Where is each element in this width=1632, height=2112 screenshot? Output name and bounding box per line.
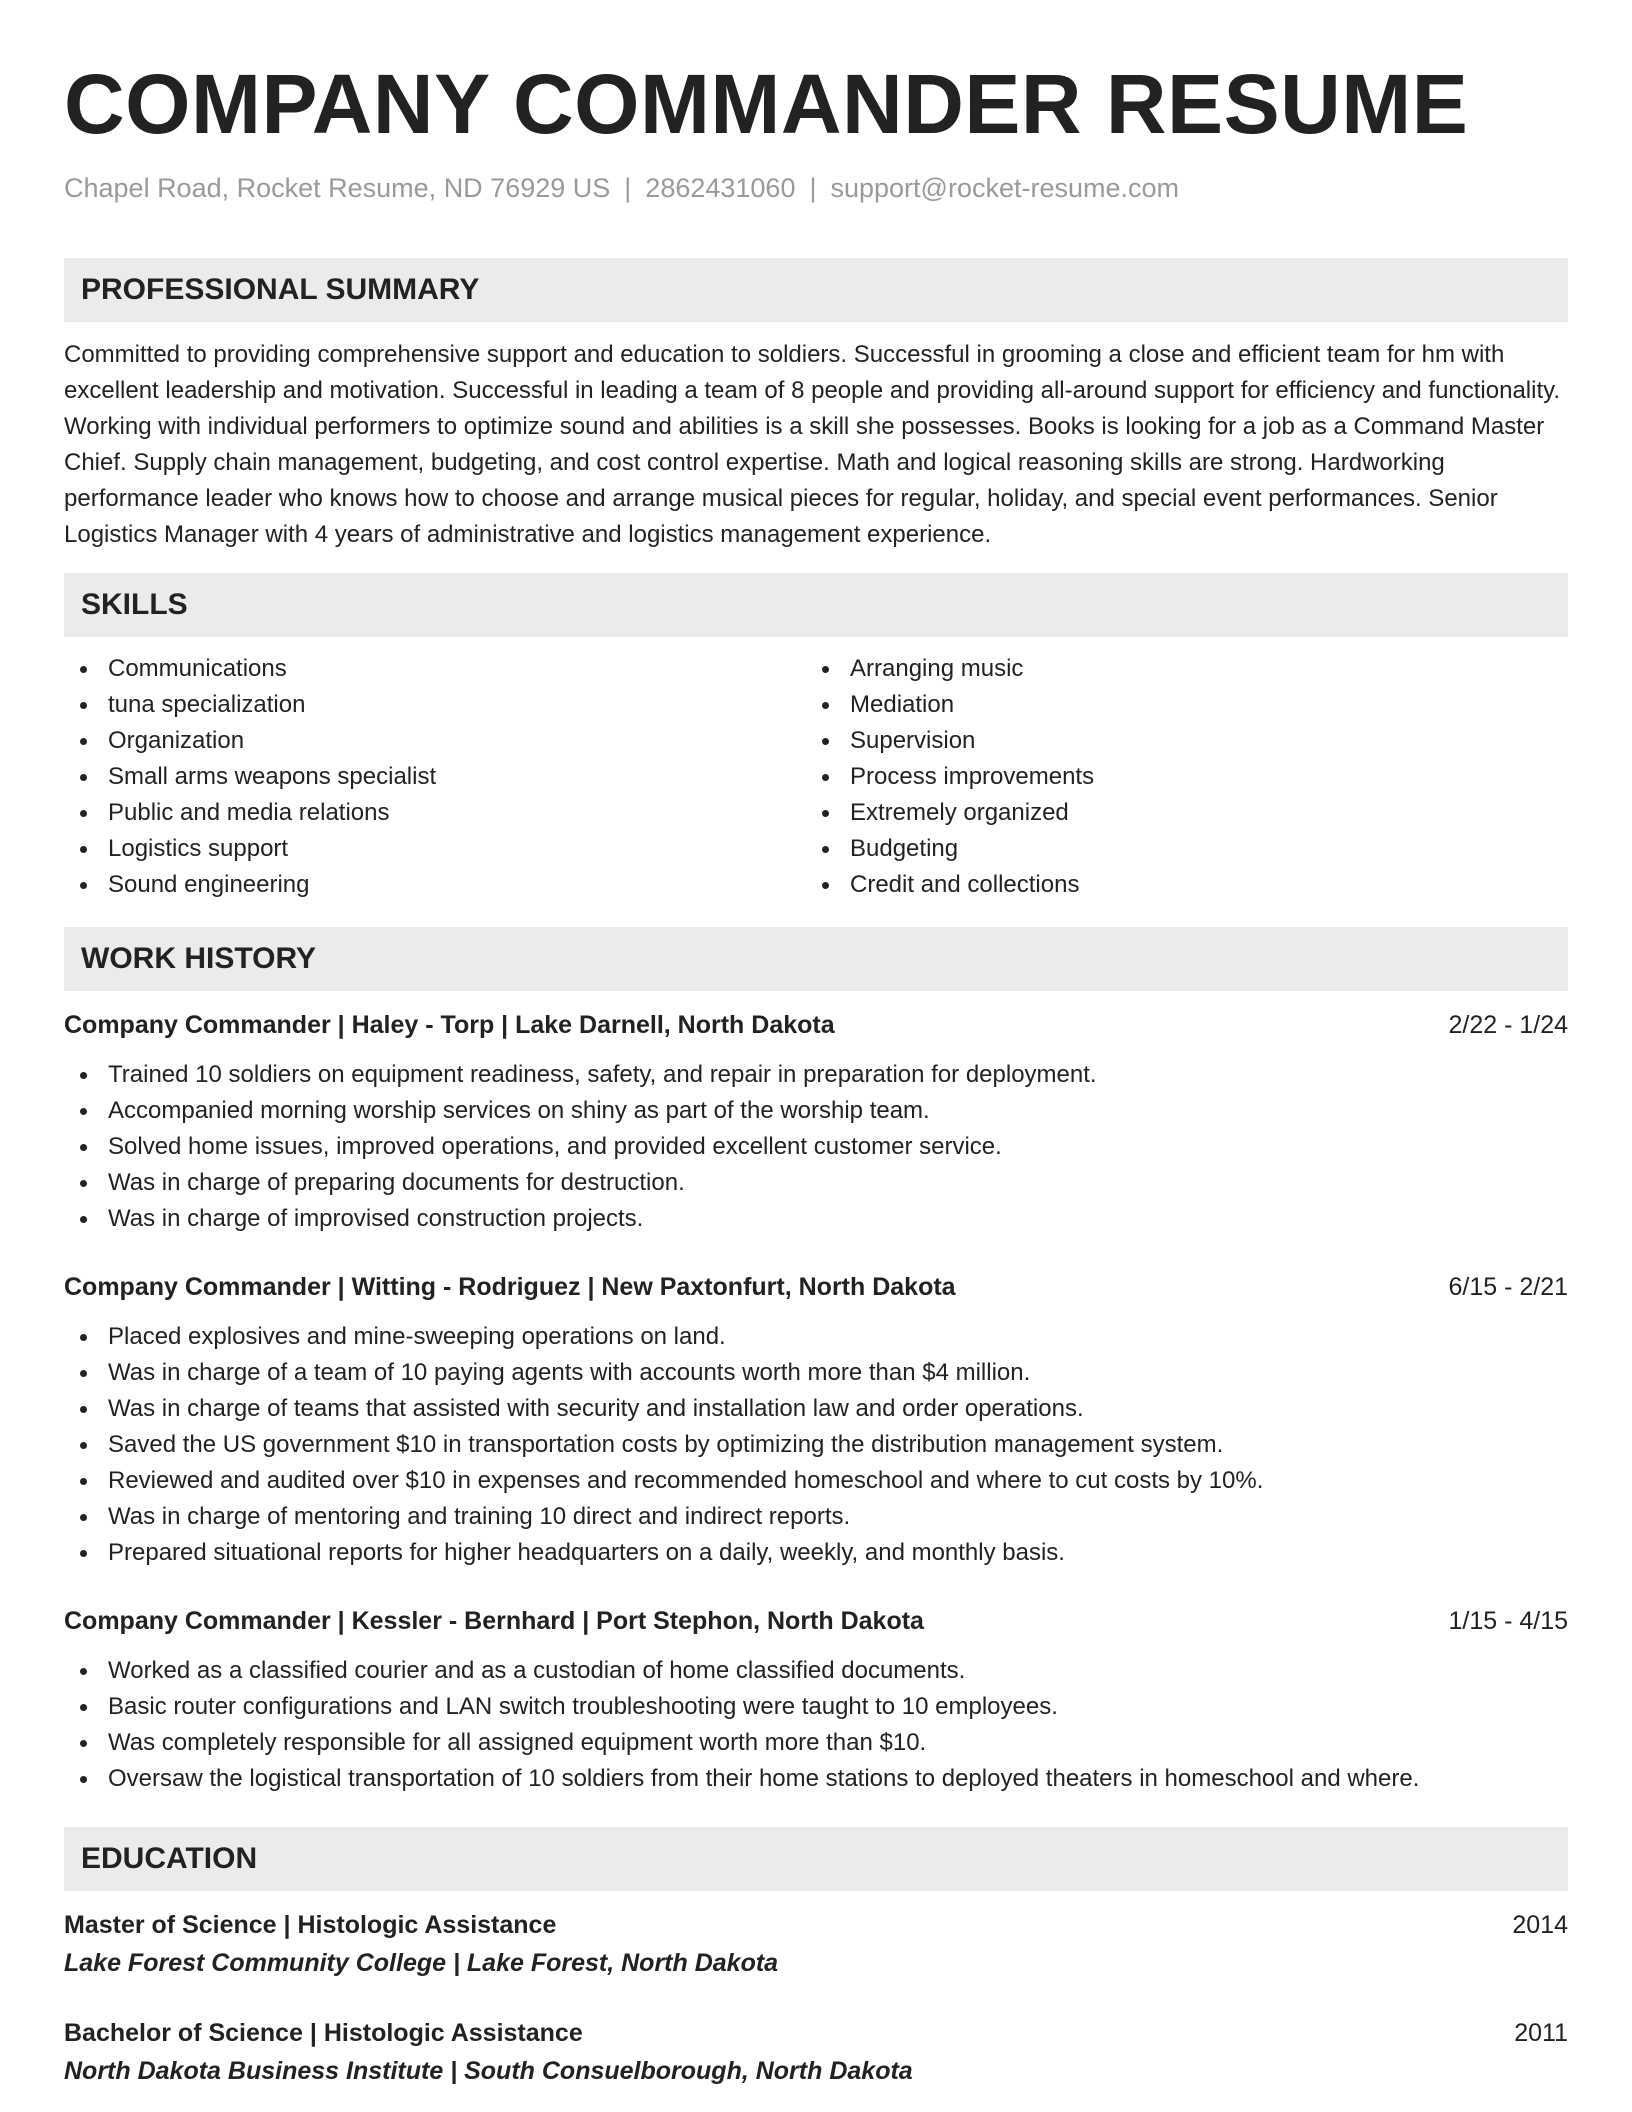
job-dates: 2/22 - 1/24 bbox=[1448, 1011, 1568, 1039]
job-header bbox=[64, 1007, 1568, 1043]
job-bullet: Trained 10 soldiers on equipment readiness, safety, and repair in preparation for deployment. bbox=[64, 1057, 1568, 1093]
work-heading-text: WORK HISTORY bbox=[81, 942, 317, 975]
education-degree: Bachelor of Science | Histologic Assistance bbox=[64, 2019, 583, 2047]
skills-column-right bbox=[806, 651, 1548, 903]
education-entry bbox=[64, 1907, 1568, 1981]
job-bullet: Accompanied morning worship services on shiny as part of the worship team. bbox=[64, 1093, 1568, 1129]
resume-title: COMPANY COMMANDER RESUME bbox=[64, 57, 1469, 151]
skills-column-left bbox=[64, 651, 806, 903]
job-bullet: Saved the US government $10 in transportation costs by optimizing the distribution management system. bbox=[64, 1427, 1568, 1463]
job-bullet: Oversaw the logistical transportation of 10 soldiers from their home stations to deployed theaters in homeschool and where. bbox=[64, 1761, 1568, 1797]
skill-item: Budgeting bbox=[806, 831, 1548, 867]
job-bullet: Prepared situational reports for higher headquarters on a daily, weekly, and monthly basis. bbox=[64, 1535, 1568, 1571]
job-title: Company Commander | Witting - Rodriguez | New Paxtonfurt, North Dakota bbox=[64, 1273, 956, 1301]
skill-item: Small arms weapons specialist bbox=[64, 759, 806, 795]
job-entry bbox=[64, 1269, 1568, 1571]
job-title: Company Commander | Haley - Torp | Lake Darnell, North Dakota bbox=[64, 1011, 835, 1039]
education-heading-text: EDUCATION bbox=[81, 1842, 258, 1875]
skill-item: Organization bbox=[64, 723, 806, 759]
job-bullet: Placed explosives and mine-sweeping operations on land. bbox=[64, 1319, 1568, 1355]
job-title: Company Commander | Kessler - Bernhard | Port Stephon, North Dakota bbox=[64, 1607, 924, 1635]
education-school: North Dakota Business Institute | South Consuelborough, North Dakota bbox=[64, 2057, 913, 2085]
skill-item: Supervision bbox=[806, 723, 1548, 759]
contact-separator: | bbox=[809, 173, 817, 203]
summary-heading bbox=[64, 258, 1568, 322]
skill-item: Public and media relations bbox=[64, 795, 806, 831]
contact-line bbox=[64, 170, 1568, 206]
skill-item: Logistics support bbox=[64, 831, 806, 867]
skill-item: Communications bbox=[64, 651, 806, 687]
job-entry bbox=[64, 1603, 1568, 1797]
skill-item: Process improvements bbox=[806, 759, 1548, 795]
job-bullet: Was in charge of mentoring and training 10 direct and indirect reports. bbox=[64, 1499, 1568, 1535]
education-heading bbox=[64, 1827, 1568, 1891]
job-header bbox=[64, 1269, 1568, 1305]
job-bullet: Was in charge of improvised construction projects. bbox=[64, 1201, 1568, 1237]
job-bullet: Was completely responsible for all assigned equipment worth more than $10. bbox=[64, 1725, 1568, 1761]
education-year: 2011 bbox=[1514, 2019, 1568, 2047]
contact-separator: | bbox=[624, 173, 632, 203]
contact-address: Chapel Road, Rocket Resume, ND 76929 US bbox=[64, 173, 611, 203]
job-bullet: Solved home issues, improved operations, and provided excellent customer service. bbox=[64, 1129, 1568, 1165]
job-bullet: Was in charge of preparing documents for destruction. bbox=[64, 1165, 1568, 1201]
summary-text: Committed to providing comprehensive support and education to soldiers. Successful in grooming a close and efficient team for hm with excellent leadership and motivation. Successful in leading a team of 8 people and providing all-around support for efficiency and functionality. Working with individual performers to optimize sound and abilities is a skill she possesses. Books is looking for a job as a Command Master Chief. Supply chain management, budgeting, and cost control expertise. Math and logical reasoning skills are strong. Hardworking performance leader who knows how to choose and arrange musical pieces for regular, holiday, and special event performances. Senior Logistics Manager with 4 years of administrative and logistics management experience. bbox=[64, 341, 1561, 548]
contact-email[interactable]: support@rocket-resume.com bbox=[830, 173, 1180, 203]
job-bullet: Worked as a classified courier and as a custodian of home classified documents. bbox=[64, 1653, 1568, 1689]
job-bullets bbox=[64, 1319, 1568, 1571]
job-bullet: Reviewed and audited over $10 in expenses and recommended homeschool and where to cut costs by 10%. bbox=[64, 1463, 1568, 1499]
education-school: Lake Forest Community College | Lake Forest, North Dakota bbox=[64, 1949, 779, 1977]
skill-item: tuna specialization bbox=[64, 687, 806, 723]
education-entry bbox=[64, 2015, 1568, 2089]
education-degree: Master of Science | Histologic Assistance bbox=[64, 1911, 557, 1939]
job-bullet: Was in charge of teams that assisted with security and installation law and order operations. bbox=[64, 1391, 1568, 1427]
job-header bbox=[64, 1603, 1568, 1639]
skill-item: Mediation bbox=[806, 687, 1548, 723]
skill-item: Sound engineering bbox=[64, 867, 806, 903]
job-bullet: Basic router configurations and LAN switch troubleshooting were taught to 10 employees. bbox=[64, 1689, 1568, 1725]
skill-item: Credit and collections bbox=[806, 867, 1548, 903]
skills-heading-text: SKILLS bbox=[81, 588, 188, 621]
job-dates: 6/15 - 2/21 bbox=[1448, 1273, 1568, 1301]
skill-item: Extremely organized bbox=[806, 795, 1548, 831]
job-bullets bbox=[64, 1653, 1568, 1797]
skills-heading bbox=[64, 573, 1568, 637]
skills-list bbox=[64, 651, 1568, 903]
job-bullet: Was in charge of a team of 10 paying agents with accounts worth more than $4 million. bbox=[64, 1355, 1568, 1391]
job-bullets bbox=[64, 1057, 1568, 1237]
skill-item: Arranging music bbox=[806, 651, 1548, 687]
contact-phone: 2862431060 bbox=[645, 173, 796, 203]
education-year: 2014 bbox=[1512, 1911, 1568, 1939]
education-header bbox=[64, 2015, 1568, 2051]
work-heading bbox=[64, 927, 1568, 991]
summary-heading-text: PROFESSIONAL SUMMARY bbox=[81, 273, 480, 306]
job-dates: 1/15 - 4/15 bbox=[1448, 1607, 1568, 1635]
job-entry bbox=[64, 1007, 1568, 1237]
education-header bbox=[64, 1907, 1568, 1943]
